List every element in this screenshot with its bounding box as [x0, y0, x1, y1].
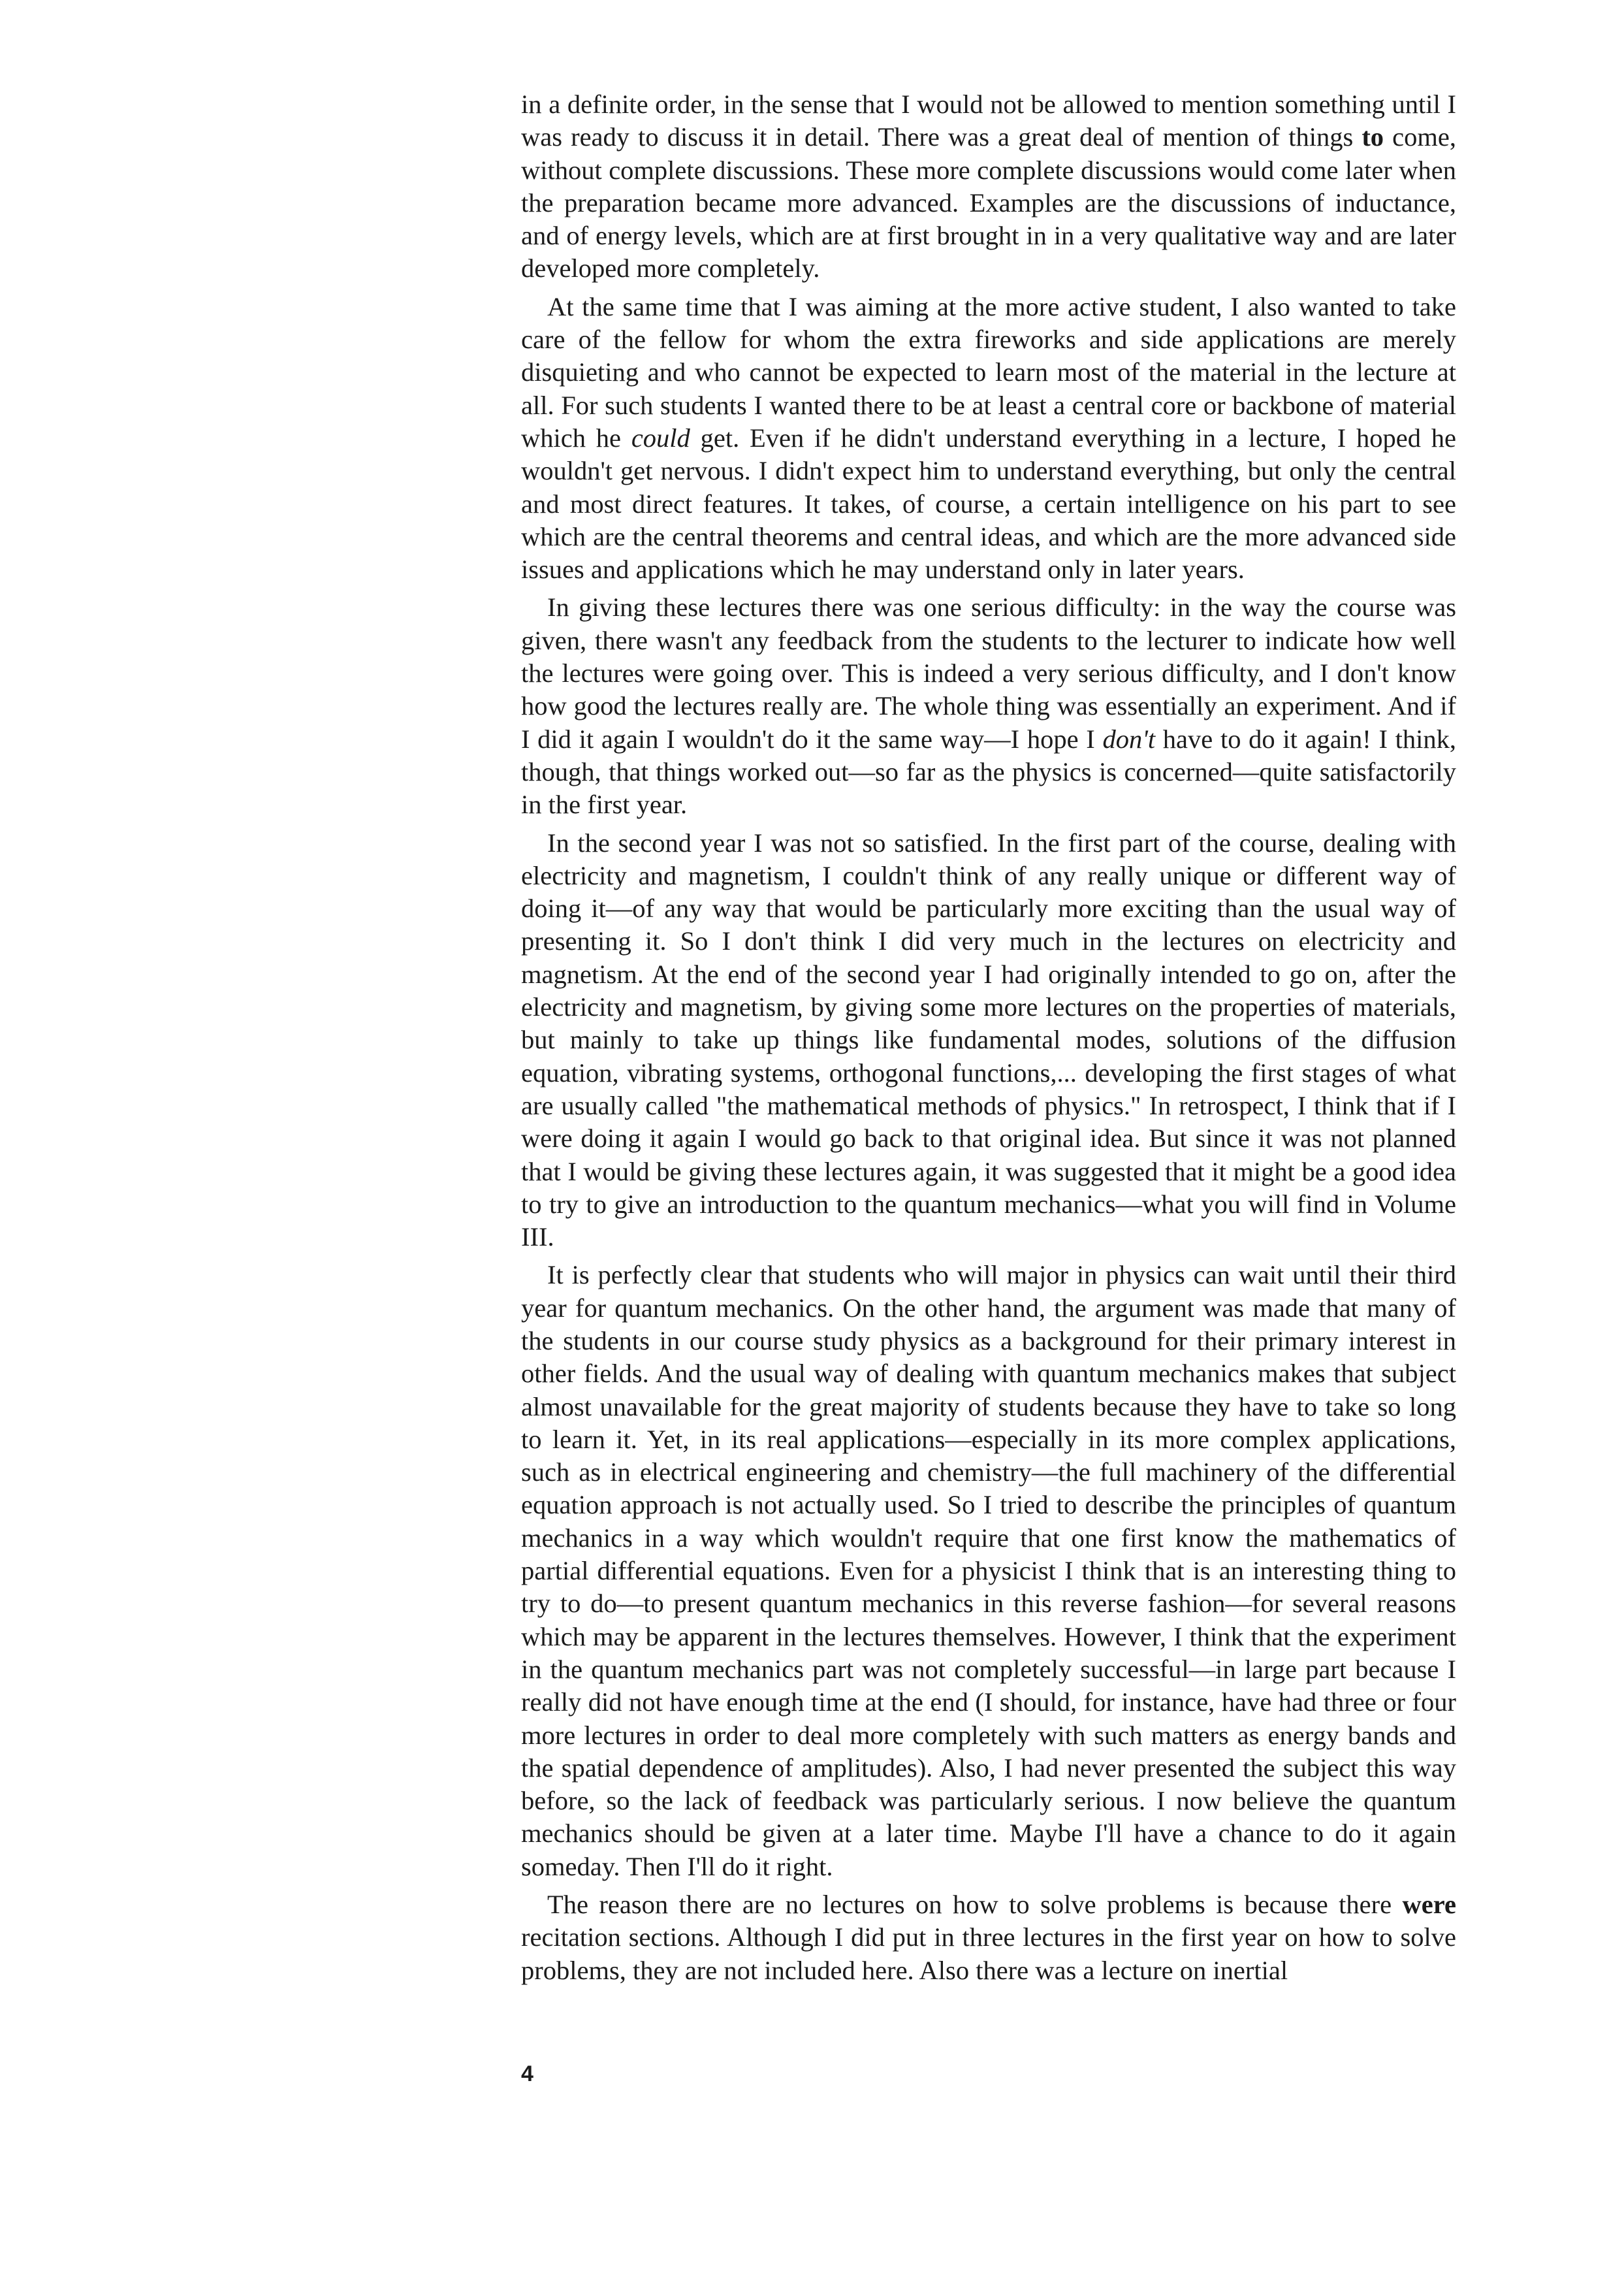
paragraph-2-text-end: get. Even if he didn't understand everything in a lecture, I hoped he wouldn't get nervous. I didn't expect him to understand everything, but only the central and most direct features. It takes, of course, a certain intelligence on his part to see which are the central theorems and central ideas, and which are the more advanced side issues and applications which he may understand only in later years. [521, 423, 1456, 585]
emphasis-to: to [1361, 122, 1384, 152]
emphasis-dont: don't [1102, 724, 1156, 754]
paragraph-1-text: in a definite order, in the sense that I would not be allowed to mention something until I was ready to discuss it in detail. There was a great deal of mention of things [521, 89, 1456, 152]
paragraph-4-text: In the second year I was not so satisfied. In the first part of the course, dealing with electricity and magnetism, I couldn't think of any really unique or different way of doing it—of any way that would be particularly more exciting than the usual way of presenting it. So I don't think I did very much in the lectures on electricity and magnetism. At the end of the second year I had originally intended to go on, after the electricity and magnetism, by giving some more lectures on the properties of materials, but mainly to take up things like fundamental modes, solutions of the diffusion equation, vibrating systems, orthogonal functions,... developing the first stages of what are usually called "the mathematical methods of physics." In retrospect, I think that if I were doing it again I would go back to that original idea. But since it was not planned that I would be giving these lectures again, it was suggested that it might be a good idea to try to give an introduction to the quantum mechanics—what you will find in Volume III. [521, 828, 1456, 1252]
page-number: 4 [521, 2061, 533, 2086]
paragraph-2-text: At the same time that I was aiming at the more active student, I also wanted to take care of the fellow for whom the extra fireworks and side applications are merely disquieting and who cannot be expected to learn most of the material in the lecture at all. For such students I wanted there to be at least a central core or backbone of material which he [521, 291, 1456, 453]
paragraph-3-text-end: have to do it again! I think, though, that things worked out—so far as the physics is concerned—quite satisfactorily in the first year. [521, 724, 1457, 820]
emphasis-were: were [1402, 1890, 1456, 1920]
paragraph-6-text-end: recitation sections. Although I did put in three lectures in the first year on how to solve problems, they are not included here. Also there was a lecture on inertial [521, 1922, 1456, 1985]
paragraph [521, 1259, 1456, 1883]
paragraph-1-text-end: come, without complete discussions. These more complete discussions would come later when the preparation became more advanced. Examples are the discussions of inductance, and of energy levels, which are at first brought in in a very qualitative way and are later developed more completely. [521, 122, 1456, 283]
paragraph-continued [521, 88, 1456, 285]
paragraph-6-text: The reason there are no lectures on how to solve problems is because there [547, 1890, 1403, 1920]
paragraph-3-text: In giving these lectures there was one serious difficulty: in the way the course was given, there wasn't any feedback from the students to the lecturer to indicate how well the lectures were going over. This is indeed a very serious difficulty, and I don't know how good the lectures really are. The whole thing was essentially an experiment. And if I did it again I wouldn't do it the same way—I hope I [521, 592, 1456, 754]
paragraph [521, 591, 1456, 821]
body-text [521, 88, 1456, 1987]
paragraph [521, 827, 1456, 1254]
paragraph [521, 1888, 1456, 1987]
emphasis-could: could [631, 423, 690, 453]
paragraph [521, 291, 1456, 587]
paragraph-5-text: It is perfectly clear that students who will major in physics can wait until their third year for quantum mechanics. On the other hand, the argument was made that many of the students in our course study physics as a background for their primary interest in other fields. And the usual way of dealing with quantum mechanics makes that subject almost unavailable for the great majority of students because they have to take so long to learn it. Yet, in its real applications—especially in its more complex applications, such as in electrical engineering and chemistry—the full machinery of the differential equation approach is not actually used. So I tried to describe the principles of quantum mechanics in a way which wouldn't require that one first know the mathematics of partial differential equations. Even for a physicist I think that is an interesting thing to try to do—to present quantum mechanics in this reverse fashion—for several reasons which may be apparent in the lectures themselves. However, I think that the experiment in the quantum mechanics part was not completely successful—in large part because I really did not have enough time at the end (I should, for instance, have had three or four more lectures in order to deal more completely with such matters as energy bands and the spatial dependence of amplitudes). Also, I had never presented the subject this way before, so the lack of feedback was particularly serious. I now believe the quantum mechanics should be given at a later time. Maybe I'll have a chance to do it again someday. Then I'll do it right. [521, 1260, 1456, 1881]
